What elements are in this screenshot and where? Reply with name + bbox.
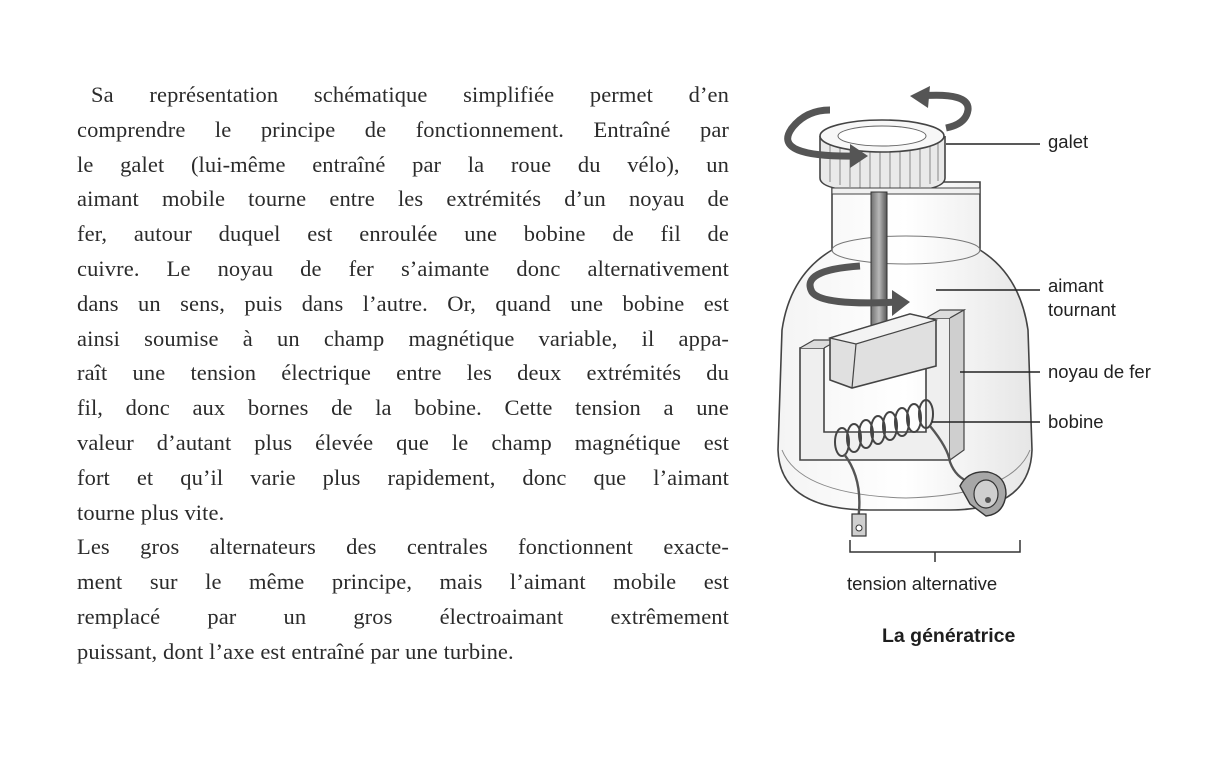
- label-aimant: aimant: [1048, 275, 1104, 296]
- text-line: Sa représentation schématique simplifiée permet d’en: [91, 82, 729, 107]
- figure-caption: La génératrice: [882, 625, 1016, 647]
- text-line: fil, donc aux bornes de la bobine. Cette tension a une: [77, 395, 729, 421]
- label-galet: galet: [1048, 131, 1089, 152]
- generator-illustration: [760, 70, 1220, 590]
- text-line: comprendre le principe de fonctionnement. Entraîné par: [77, 116, 729, 142]
- tension-bracket: [850, 540, 1020, 562]
- body-text: [77, 78, 729, 670]
- label-tournant: tournant: [1048, 299, 1116, 320]
- text-line: tourne plus vite.: [77, 499, 225, 525]
- text-line: cuivre. Le noyau de fer s’aimante donc alternativement: [77, 255, 729, 281]
- text-line: valeur d’autant plus élevée que le champ magnétique est: [77, 429, 729, 455]
- text-line: dans un sens, puis dans l’autre. Or, quand une bobine est: [77, 290, 729, 316]
- label-noyau-de-fer: noyau de fer: [1048, 361, 1151, 382]
- text-line: raît une tension électrique entre les deux extrémités du: [77, 360, 729, 386]
- shaft: [871, 192, 887, 342]
- generator-figure: [760, 70, 1220, 594]
- text-line: fort et qu’il varie plus rapidement, donc que l’aimant: [77, 464, 729, 490]
- text-line: le galet (lui-même entraîné par la roue du vélo), un: [77, 151, 729, 177]
- text-line: aimant mobile tourne entre les extrémités d’un noyau de: [77, 186, 729, 212]
- text-line: Les gros alternateurs des centrales fonctionnent exacte-: [77, 534, 729, 560]
- label-bobine: bobine: [1048, 411, 1104, 432]
- text-line: ment sur le même principe, mais l’aimant mobile est: [77, 569, 729, 595]
- text-line: fer, autour duquel est enroulée une bobine de fil de: [77, 221, 729, 247]
- left-terminal: [852, 514, 866, 536]
- label-tension-alternative: tension alternative: [847, 573, 998, 594]
- text-line: ainsi soumise à un champ magnétique variable, il appa-: [77, 325, 729, 351]
- text-line: remplacé par un gros électroaimant extrêmement: [77, 603, 729, 629]
- text-line: puissant, dont l’axe est entraîné par une turbine.: [77, 638, 514, 664]
